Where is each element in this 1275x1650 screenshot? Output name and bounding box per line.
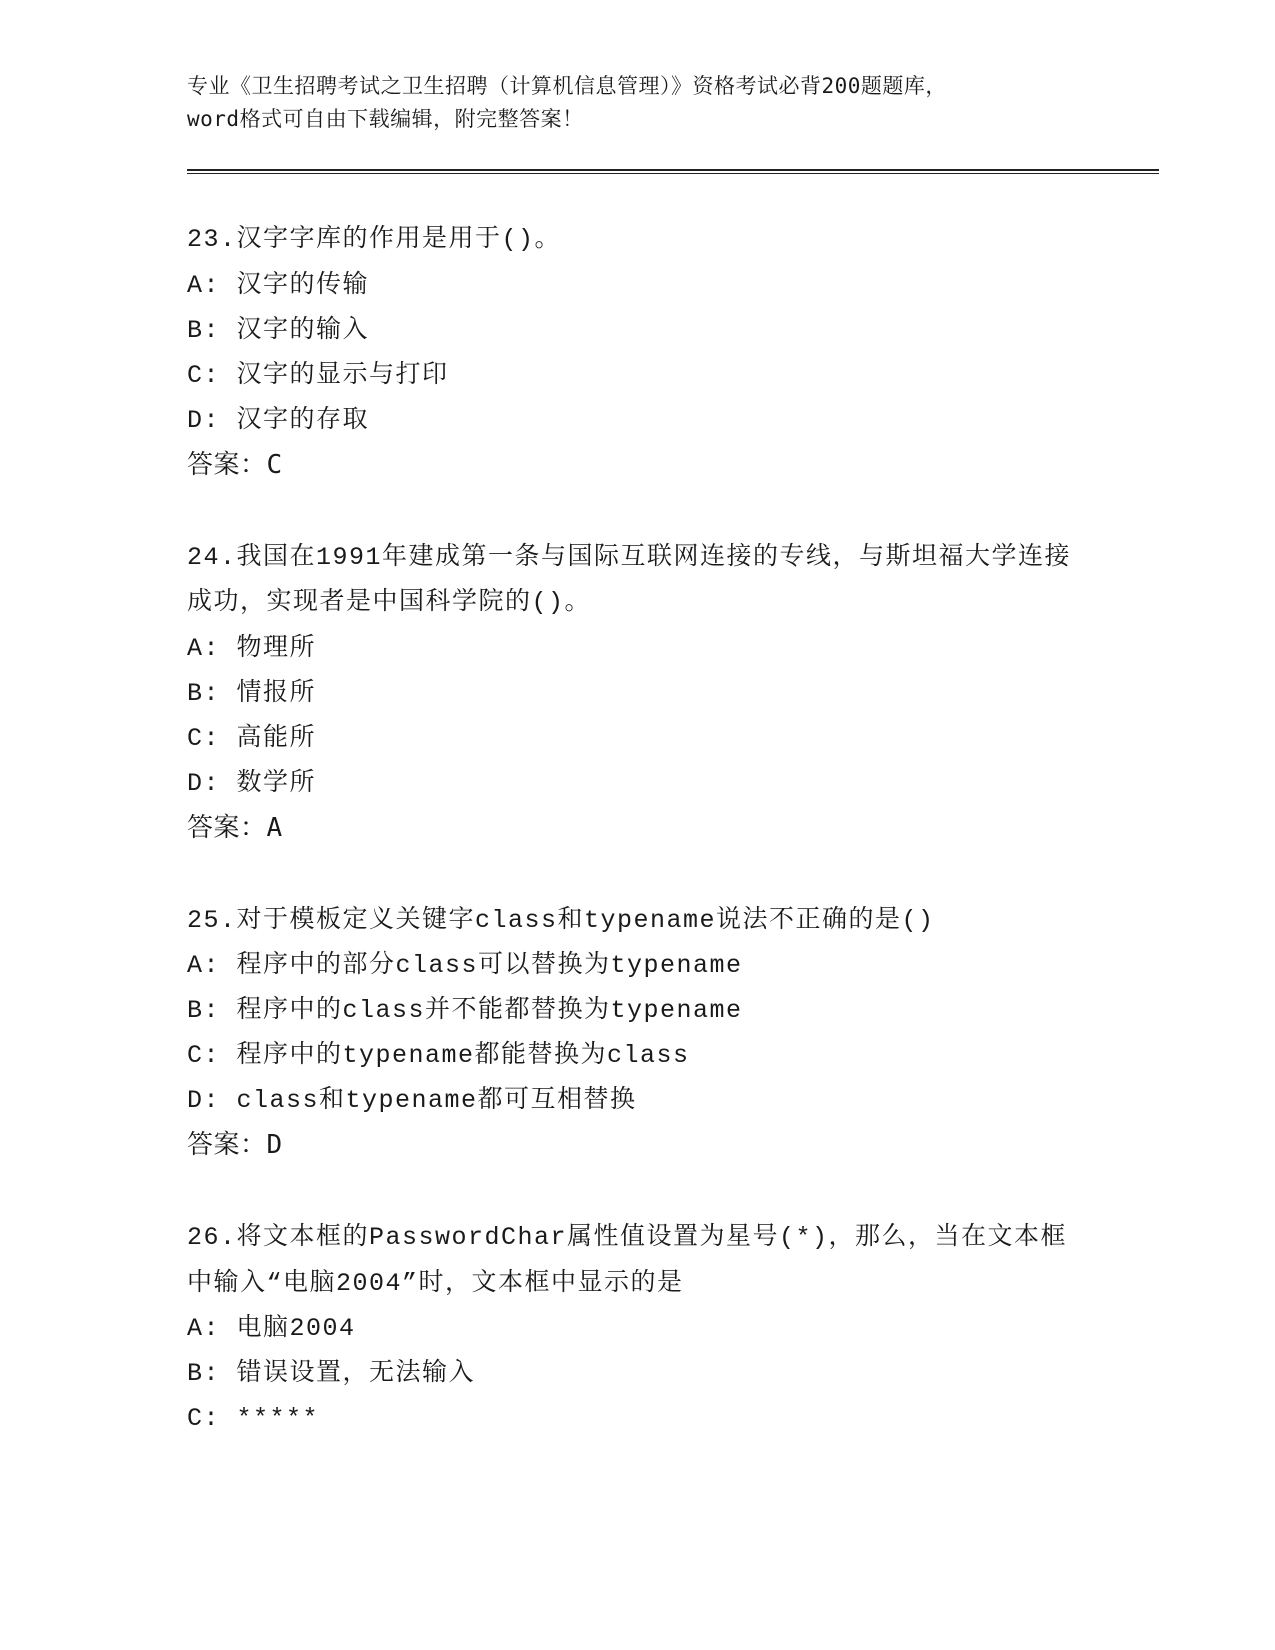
question-25	[187, 898, 1167, 1169]
header-line-2: word格式可自由下载编辑，附完整答案！	[187, 107, 584, 131]
question-26	[187, 1215, 1167, 1441]
question-stem: 24.我国在1991年建成第一条与国际互联网连接的专线，与斯坦福大学连接成功，实现者是中国科学院的()。	[187, 542, 1072, 617]
option-b: B: 错误设置，无法输入	[187, 1359, 476, 1388]
option-d: D: class和typename都可互相替换	[187, 1086, 637, 1115]
question-24	[187, 535, 1167, 851]
option-b: B: 情报所	[187, 678, 317, 708]
option-a: A: 程序中的部分class可以替换为typename	[187, 951, 743, 980]
option-d: D: 数学所	[187, 768, 317, 798]
header-line-1: 专业《卫生招聘考试之卫生招聘（计算机信息管理）》资格考试必背200题题库，	[187, 74, 947, 98]
option-a: A: 物理所	[187, 633, 317, 663]
question-list	[187, 217, 1167, 1441]
question-stem: 25.对于模板定义关键字class和typename说法不正确的是()	[187, 905, 935, 935]
option-c: C: 汉字的显示与打印	[187, 360, 449, 390]
option-b: B: 程序中的class并不能都替换为typename	[187, 996, 743, 1025]
option-a: A: 汉字的传输	[187, 270, 370, 300]
document-page	[187, 70, 1167, 1488]
question-stem: 23.汉字字库的作用是用于()。	[187, 225, 562, 254]
answer: 答案：C	[187, 449, 283, 480]
option-b: B: 汉字的输入	[187, 315, 370, 345]
answer: 答案：A	[187, 812, 283, 843]
option-c: C: 程序中的typename都能替换为class	[187, 1041, 690, 1070]
question-stem: 26.将文本框的PasswordChar属性值设置为星号(*)，那么，当在文本框中输入“电脑2004”时，文本框中显示的是	[187, 1223, 1068, 1298]
document-header	[187, 70, 1087, 136]
option-d: D: 汉字的存取	[187, 405, 370, 435]
option-c: C: *****	[187, 1404, 320, 1433]
question-23	[187, 217, 1167, 488]
option-a: A: 电脑2004	[187, 1314, 356, 1343]
answer: 答案：D	[187, 1130, 283, 1160]
option-c: C: 高能所	[187, 723, 317, 753]
header-divider	[187, 169, 1159, 174]
